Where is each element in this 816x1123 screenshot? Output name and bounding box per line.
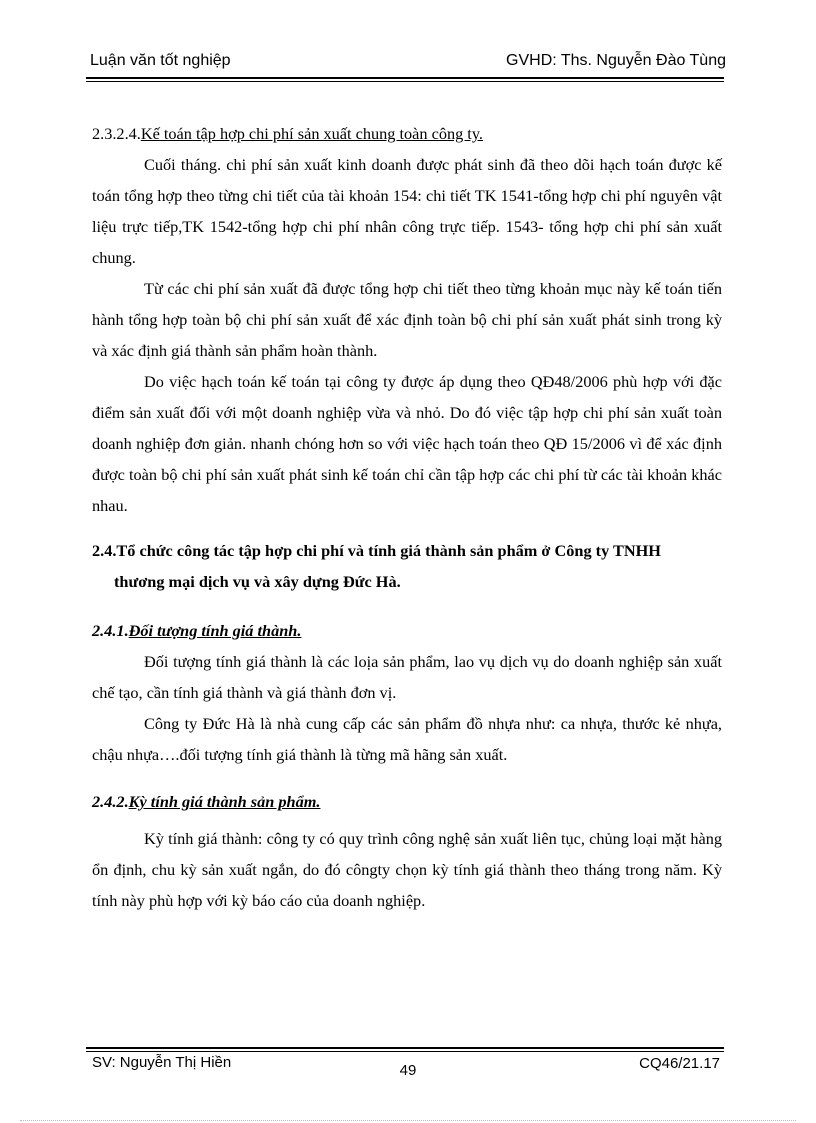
paragraph: Cuối tháng. chi phí sản xuất kinh doanh được phát sinh đã theo dõi hạch toán được kế toán tổng hợp theo từng chi tiết của tài khoản 154: chi tiết TK 1541-tổng hợp chi phí nguyên vật liệu trực tiếp,TK 1542-tổng hợp chi phí nhân công trực tiếp. 1543- tổng hợp chi phí sản xuất chung. (92, 155, 722, 267)
header-rule (86, 77, 724, 79)
subsection-heading-2-4-1 (92, 615, 722, 646)
footer-rule (86, 1047, 724, 1049)
page-border-dots (20, 1120, 796, 1121)
paragraph: Do việc hạch toán kế toán tại công ty được áp dụng theo QĐ48/2006 phù hợp với đặc điểm sản xuất đối với một doanh nghiệp vừa và nhỏ. Do đó việc tập hợp chi phí sản xuất toàn doanh nghiệp đơn giản. nhanh chóng hơn so với việc hạch toán theo QĐ 15/2006 vì để xác định được toàn bộ chi phí sản xuất phát sinh kế toán chỉ cần tập hợp các chi phí từ các tài khoản khác nhau. (92, 372, 722, 515)
subsection-title: Đối tượng tính giá thành. (128, 621, 302, 640)
section-heading-2-4 (92, 535, 722, 597)
paragraph: Công ty Đức Hà là nhà cung cấp các sản phẩm đồ nhựa như: ca nhựa, thước kẻ nhựa, chậu nhựa….đối tượng tính giá thành là từng mã hãng sản xuất. (92, 714, 722, 764)
subsection-heading-2-4-2 (92, 786, 722, 817)
paragraph: Kỳ tính giá thành: công ty có quy trình công nghệ sản xuất liên tục, chủng loại mặt hàng ổn định, chu kỳ sản xuất ngắn, do đó côngty chọn kỳ tính giá thành theo tháng trong năm. Kỳ tính này phù hợp với kỳ báo cáo của doanh nghiệp. (92, 829, 722, 910)
footer-class-code: CQ46/21.17 (639, 1055, 720, 1072)
subsection-number: 2.4.2. (92, 792, 129, 811)
header-thesis-label: Luận văn tốt nghiệp (90, 52, 231, 69)
section-title-line1: 2.4.Tổ chức công tác tập hợp chi phí và tính giá thành sản phẩm ở Công ty TNHH (92, 541, 661, 560)
paragraph: Từ các chi phí sản xuất đã được tổng hợp chi tiết theo từng khoản mục này kế toán tiến hành tổng hợp toàn bộ chi phí sản xuất để xác định toàn bộ chi phí sản xuất phát sinh trong kỳ và xác định giá thành sản phẩm hoàn thành. (92, 279, 722, 360)
subsection-number: 2.4.1. (92, 621, 129, 640)
subsection-title: Kế toán tập hợp chi phí sản xuất chung toàn công ty. (140, 124, 483, 143)
header-rule-thin (86, 81, 724, 82)
footer-student: SV: Nguyễn Thị Hiền (92, 1054, 232, 1071)
subsection-heading-2-3-2-4 (92, 118, 722, 149)
header-advisor: GVHD: Ths. Nguyễn Đào Tùng (506, 52, 726, 69)
footer-rule-thin (86, 1051, 724, 1052)
body-content (92, 118, 722, 916)
paragraph: Đối tượng tính giá thành là các loịa sản phẩm, lao vụ dịch vụ do doanh nghiệp sản xuất chế tạo, cần tính giá thành và giá thành đơn vị. (92, 652, 722, 702)
page-number: 49 (399, 1062, 417, 1079)
subsection-title: Kỳ tính giá thành sản phẩm. (128, 792, 321, 811)
subsection-number: 2.3.2.4. (92, 124, 141, 143)
section-title-line2: thương mại dịch vụ và xây dựng Đức Hà. (114, 572, 401, 591)
